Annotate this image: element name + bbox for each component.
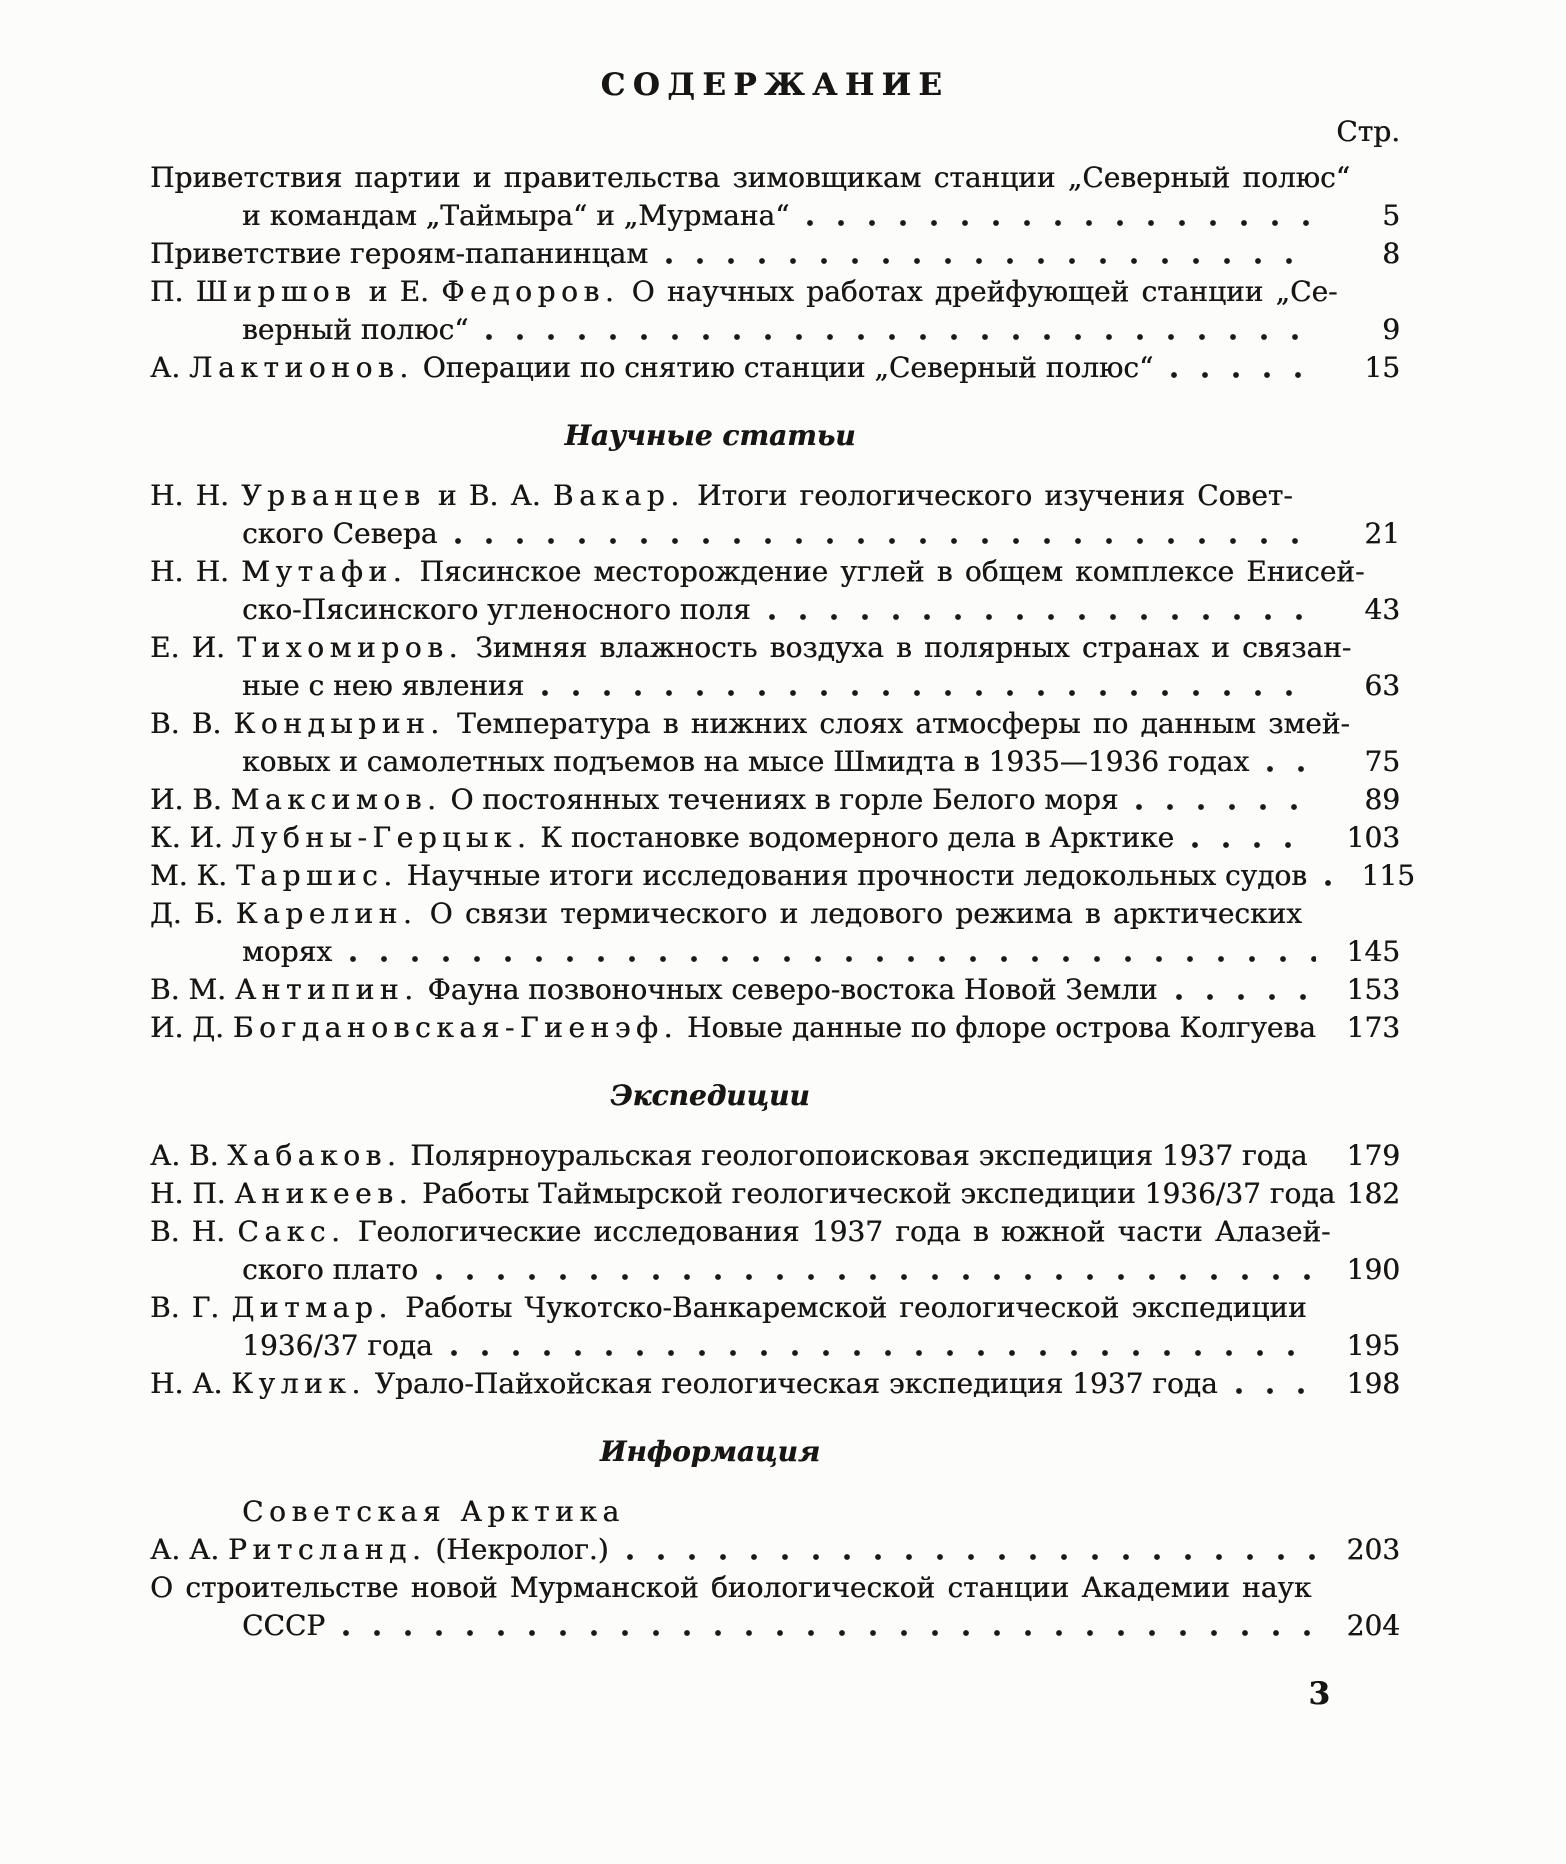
toc-line: [150, 159, 1400, 197]
dot-leader: [1190, 840, 1316, 850]
author-name-letterspaced: Кондырин.: [233, 706, 445, 740]
entry-text: Е. И.: [150, 630, 238, 664]
page-number: 182: [1346, 1176, 1400, 1210]
entry-text: Геологические исследования 1937 года в южной части Алазей-: [345, 1214, 1331, 1248]
toc-entry: [150, 819, 1400, 857]
author-name-letterspaced: Ширшов: [195, 274, 357, 308]
entry-text: О постоянных течениях в горле Белого моря: [441, 782, 1119, 816]
entry-text: Приветствия партии и правительства зимовщикам станции „Северный полюс“: [150, 160, 1350, 194]
author-name-letterspaced: Урванцев: [241, 478, 426, 512]
dot-leader: [805, 218, 1316, 228]
toc-line: [150, 515, 1400, 553]
author-name-letterspaced: Сакс.: [237, 1214, 346, 1248]
author-name-letterspaced: Таршис.: [235, 858, 398, 892]
toc-line-text: [150, 971, 1158, 1009]
toc-entry: [150, 1137, 1400, 1175]
toc-line: [150, 629, 1400, 667]
toc-line: [150, 311, 1400, 349]
entry-text: К постановке водомерного дела в Арктике: [531, 820, 1175, 854]
toc-line-text: [150, 553, 1364, 591]
toc-subheading: [150, 1493, 1400, 1531]
toc-entry: [150, 1175, 1400, 1213]
toc-line: [150, 781, 1400, 819]
dot-leader: [484, 332, 1316, 342]
page-number: 8: [1382, 236, 1400, 270]
toc-line: [150, 1137, 1400, 1175]
toc-entry: [150, 349, 1400, 387]
toc-entry: [150, 1289, 1400, 1365]
entry-text: и Е.: [356, 274, 442, 308]
entry-text: О строительстве новой Мурманской биологической станции Академии наук: [150, 1570, 1312, 1604]
toc-subheading-text: [242, 1493, 625, 1531]
entry-text: и командам „Таймыра“ и „Мурмана“: [242, 198, 790, 232]
toc-line-text: [150, 629, 1351, 667]
toc-entry: [150, 705, 1400, 781]
page-number: 198: [1346, 1366, 1400, 1400]
author-name-letterspaced: Тихомиров.: [237, 630, 464, 664]
letterspaced-text: Советская Арктика: [242, 1494, 625, 1528]
page-number: 145: [1346, 934, 1400, 968]
toc-line-text: [150, 477, 1293, 515]
toc-line-text: [150, 705, 1350, 743]
toc-line: [150, 553, 1400, 591]
author-name-letterspaced: Федоров.: [441, 274, 620, 308]
toc-line: [150, 197, 1400, 235]
author-name-letterspaced: Кулик.: [231, 1366, 366, 1400]
toc-content: [150, 66, 1415, 1713]
toc-line: [150, 705, 1400, 743]
entry-text: К. И.: [150, 820, 232, 854]
entry-text: А. В.: [150, 1138, 228, 1172]
toc-line-text: [150, 1213, 1330, 1251]
entry-text: В. М.: [150, 972, 235, 1006]
toc-line: [150, 1213, 1400, 1251]
toc-line: [150, 895, 1400, 933]
table-of-contents: [150, 159, 1415, 1645]
toc-line: [150, 477, 1400, 515]
section-heading: Экспедиции: [610, 1078, 810, 1112]
page-number: 153: [1346, 972, 1400, 1006]
entry-text: морях: [242, 934, 333, 968]
author-name-letterspaced: Максимов.: [230, 782, 442, 816]
toc-line: [150, 235, 1400, 273]
page-number: 89: [1364, 782, 1400, 816]
toc-line: [150, 857, 1415, 895]
toc-entry: [150, 971, 1400, 1009]
toc-line: [150, 1175, 1400, 1213]
dot-leader: [1169, 370, 1316, 380]
toc-entry: [150, 235, 1400, 273]
page-number: 203: [1346, 1532, 1400, 1566]
toc-entry: [150, 1569, 1400, 1645]
toc-entry: [150, 477, 1400, 553]
author-name-letterspaced: Дитмар.: [231, 1290, 393, 1324]
page-number: 173: [1346, 1010, 1400, 1044]
toc-line: [150, 743, 1400, 781]
entry-text: Работы Чукотско-Ванкаремской геологической экспедиции: [392, 1290, 1307, 1324]
toc-line-text: [242, 1327, 433, 1365]
toc-line-text: [150, 273, 1338, 311]
entry-text: Д. Б.: [150, 896, 236, 930]
entry-text: Полярноуральская геологопоисковая экспедиция 1937 года: [401, 1138, 1308, 1172]
page-number: 75: [1364, 744, 1400, 778]
toc-entry: [150, 159, 1400, 235]
entry-text: Урало-Пайхойская геологическая экспедиция 1937 года: [365, 1366, 1218, 1400]
dot-leader: [767, 612, 1316, 622]
toc-line-text: [242, 667, 524, 705]
page-number: 9: [1382, 312, 1400, 346]
toc-line: [150, 933, 1400, 971]
toc-line-text: [242, 515, 437, 553]
entry-text: Новые данные по флоре острова Колгуева: [678, 1010, 1316, 1044]
entry-text: Н. П.: [150, 1176, 235, 1210]
toc-line: [150, 1009, 1400, 1047]
toc-entry: [150, 553, 1400, 629]
toc-line: [150, 1251, 1400, 1289]
entry-text: Н. Н.: [150, 478, 242, 512]
toc-entry: [150, 1365, 1400, 1403]
entry-text: О научных работах дрейфующей станции „Се-: [619, 274, 1338, 308]
page-number: 43: [1364, 592, 1400, 626]
toc-line-text: [150, 1289, 1307, 1327]
author-name-letterspaced: Богдановская-Гиенэф.: [232, 1010, 679, 1044]
entry-text: (Некролог.): [426, 1532, 609, 1566]
dot-leader: [348, 954, 1316, 964]
page-number: 103: [1346, 820, 1400, 854]
page-number: 179: [1346, 1138, 1400, 1172]
dot-leader: [1323, 878, 1331, 888]
toc-entry: [150, 629, 1400, 705]
toc-line: [150, 349, 1400, 387]
entry-text: Н. А.: [150, 1366, 232, 1400]
toc-line: [150, 1289, 1400, 1327]
folio-page-number: 3: [1308, 1675, 1330, 1712]
toc-entry: [150, 781, 1400, 819]
toc-line-text: [150, 349, 1153, 387]
toc-line-text: [150, 235, 648, 273]
toc-line: [150, 591, 1400, 629]
page-column-header: Стр.: [1336, 114, 1400, 148]
page-number: 15: [1364, 350, 1400, 384]
author-name-letterspaced: Вакар.: [552, 478, 685, 512]
entry-text: 1936/37 года: [242, 1328, 433, 1362]
toc-entry: [150, 857, 1415, 895]
entry-text: ные с нею явления: [242, 668, 525, 702]
entry-text: И. Д.: [150, 1010, 233, 1044]
entry-text: Фауна позвоночных северо-востока Новой Земли: [418, 972, 1158, 1006]
entry-text: Пясинское месторождение углей в общем комплексе Енисей-: [407, 554, 1365, 588]
toc-line: [150, 1327, 1400, 1365]
toc-line-text: [242, 1607, 325, 1645]
entry-text: В. Г.: [150, 1290, 232, 1324]
entry-text: ковых и самолетных подъемов на мысе Шмидта в 1935—1936 годах: [242, 744, 1250, 778]
toc-line: [150, 1607, 1400, 1645]
page-number: 204: [1346, 1608, 1400, 1642]
page-title: СОДЕРЖАНИЕ: [600, 67, 950, 103]
toc-entry: [150, 273, 1400, 349]
dot-leader: [664, 256, 1316, 266]
page-number: 115: [1361, 858, 1415, 892]
toc-line: [150, 1531, 1400, 1569]
toc-line: [150, 971, 1400, 1009]
author-name-letterspaced: Хабаков.: [227, 1138, 402, 1172]
dot-leader: [625, 1552, 1316, 1562]
dot-leader: [540, 688, 1316, 698]
toc-entry: [150, 1213, 1400, 1289]
entry-text: СССР: [242, 1608, 326, 1642]
dot-leader: [449, 1348, 1316, 1358]
dot-leader: [1174, 992, 1316, 1002]
toc-line-text: [150, 1009, 1316, 1047]
author-name-letterspaced: Аникеев.: [234, 1176, 414, 1210]
dot-leader: [341, 1628, 1316, 1638]
section-heading: Научные статьи: [564, 418, 856, 452]
entry-text: Н. Н.: [150, 554, 242, 588]
toc-line: [150, 1569, 1400, 1607]
author-name-letterspaced: Мутафи.: [241, 554, 408, 588]
toc-line-text: [150, 1365, 1218, 1403]
entry-text: ского плато: [242, 1252, 418, 1286]
toc-line-text: [150, 1175, 1335, 1213]
entry-text: Итоги геологического изучения Совет-: [684, 478, 1293, 512]
page-number: 21: [1364, 516, 1400, 550]
entry-text: В. Н.: [150, 1214, 238, 1248]
toc-line-text: [150, 781, 1118, 819]
toc-line: [150, 1365, 1400, 1403]
page-number: 190: [1346, 1252, 1400, 1286]
toc-line-text: [242, 1251, 418, 1289]
toc-line-text: [150, 1569, 1311, 1607]
toc-entry: [150, 895, 1400, 971]
dot-leader: [453, 536, 1316, 546]
entry-text: П.: [150, 274, 196, 308]
entry-text: А.: [150, 350, 190, 384]
toc-entry: [150, 1531, 1400, 1569]
page-number: 195: [1346, 1328, 1400, 1362]
toc-line: [150, 819, 1400, 857]
entry-text: Приветствие героям-папанинцам: [150, 236, 648, 270]
entry-text: верный полюс“: [242, 312, 469, 346]
entry-text: А. А.: [150, 1532, 229, 1566]
toc-line-text: [242, 933, 332, 971]
toc-line-text: [150, 857, 1307, 895]
toc-line: [150, 273, 1400, 311]
entry-text: Операции по снятию станции „Северный полюс“: [413, 350, 1154, 384]
dot-leader: [434, 1272, 1316, 1282]
section-heading: Информация: [599, 1434, 821, 1468]
toc-line-text: [242, 591, 751, 629]
author-name-letterspaced: Карелин.: [235, 896, 418, 930]
entry-text: И. В.: [150, 782, 231, 816]
dot-leader: [1134, 802, 1316, 812]
entry-text: Зимняя влажность воздуха в полярных странах и связан-: [463, 630, 1352, 664]
dot-leader: [1265, 764, 1316, 774]
entry-text: М. К.: [150, 858, 236, 892]
entry-text: О связи термического и ледового режима в арктических: [417, 896, 1302, 930]
author-name-letterspaced: Ритсланд.: [228, 1532, 427, 1566]
dot-leader: [1234, 1386, 1316, 1396]
entry-text: Работы Таймырской геологической экспедиции 1936/37 года: [413, 1176, 1336, 1210]
toc-line-text: [150, 1137, 1307, 1175]
entry-text: ско-Пясинского угленосного поля: [242, 592, 751, 626]
entry-text: и В. А.: [425, 478, 553, 512]
toc-line: [150, 667, 1400, 705]
toc-line-text: [150, 1531, 609, 1569]
entry-text: Научные итоги исследования прочности ледокольных судов: [397, 858, 1307, 892]
page-number: 5: [1382, 198, 1400, 232]
entry-text: Температура в нижних слоях атмосферы по данным змей-: [444, 706, 1350, 740]
author-name-letterspaced: Антипин.: [234, 972, 419, 1006]
entry-text: ского Севера: [242, 516, 438, 550]
author-name-letterspaced: Лактионов.: [189, 350, 414, 384]
toc-line-text: [242, 311, 468, 349]
toc-line-text: [242, 197, 789, 235]
toc-line-text: [150, 819, 1174, 857]
toc-line-text: [150, 895, 1302, 933]
author-name-letterspaced: Лубны-Герцык.: [231, 820, 532, 854]
entry-text: В. В.: [150, 706, 234, 740]
toc-entry: [150, 1009, 1400, 1047]
page-number: 63: [1364, 668, 1400, 702]
toc-line-text: [242, 743, 1249, 781]
toc-line-text: [150, 159, 1350, 197]
